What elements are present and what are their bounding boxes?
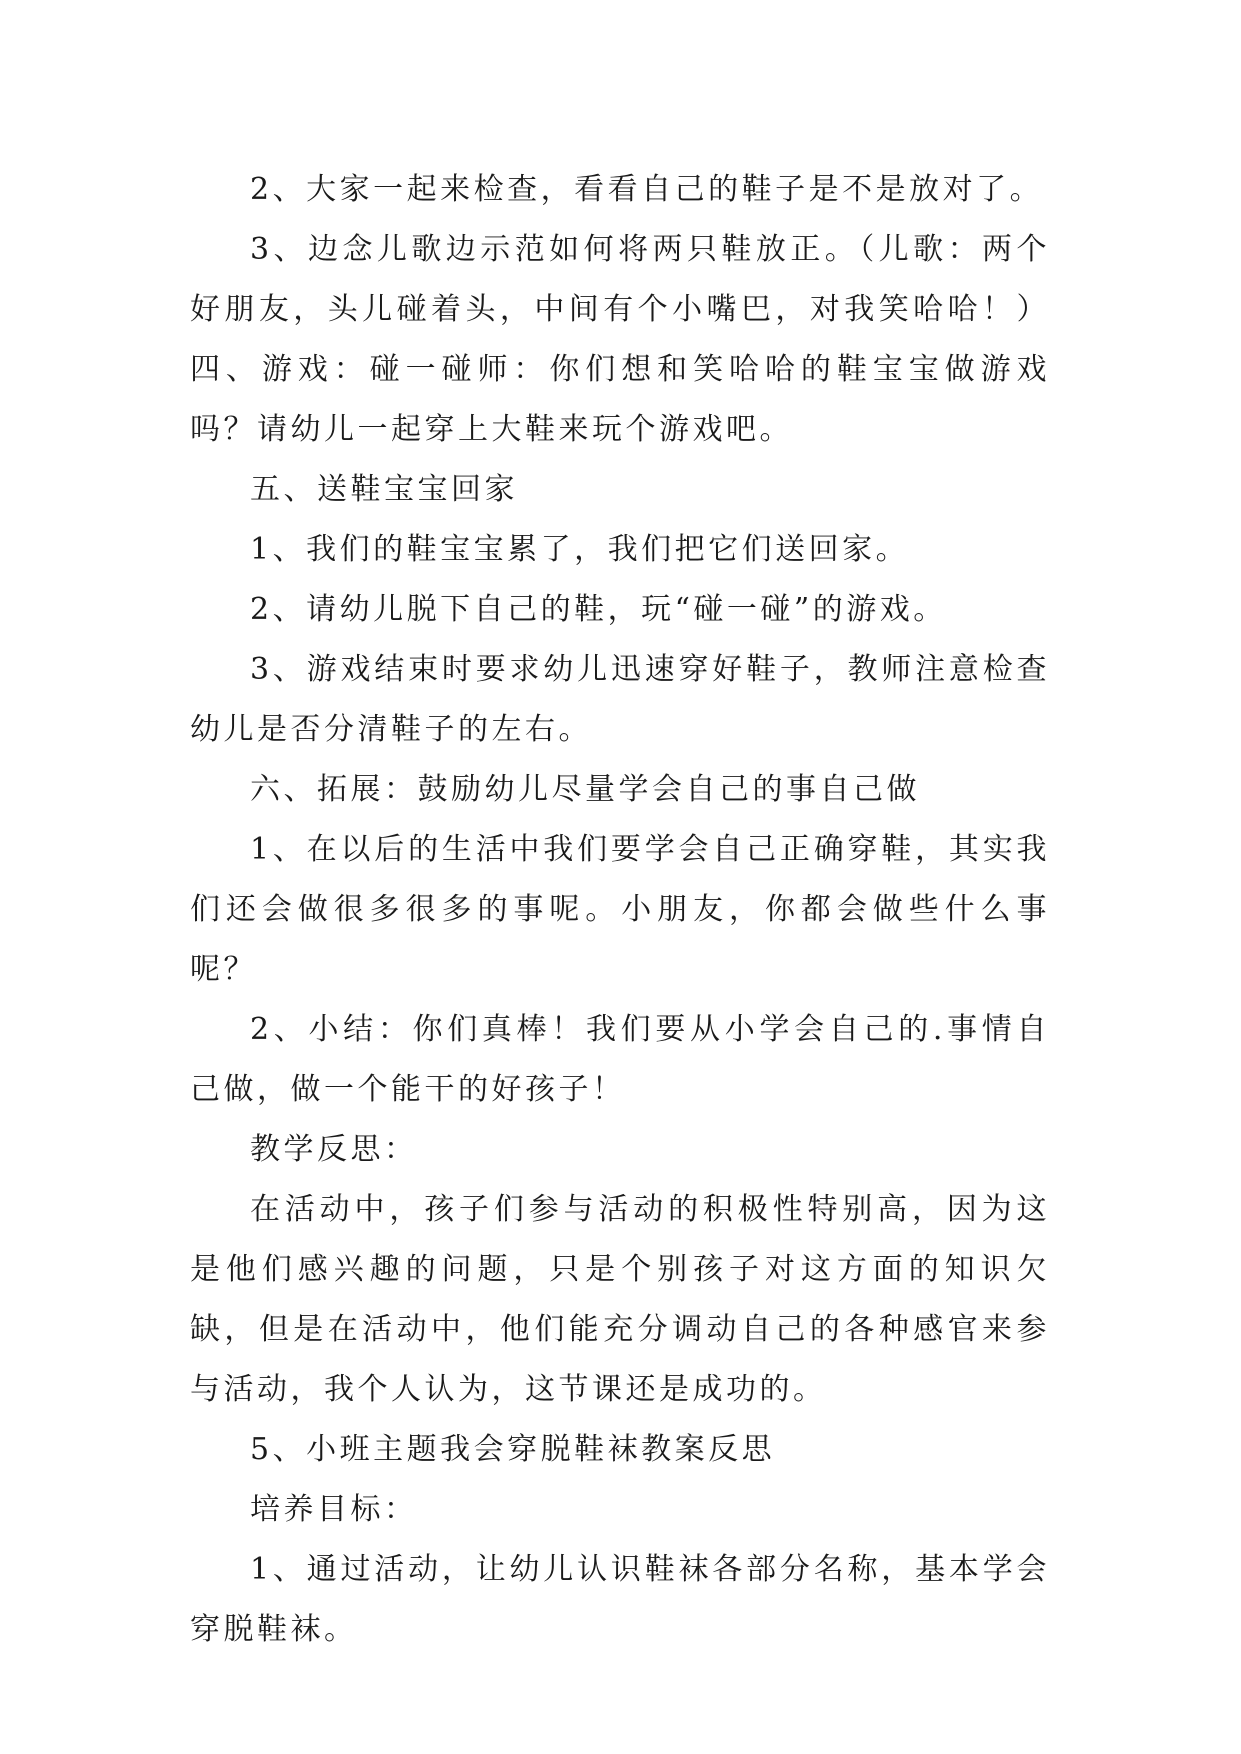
paragraph-learn-to-wear-shoes: 1、在以后的生活中我们要学会自己正确穿鞋，其实我们还会做很多很多的事呢。小朋友，你都会做些什么事呢？ [190, 832, 1050, 987]
document-body [190, 160, 1050, 1660]
section-heading-send-shoes-home: 五、送鞋宝宝回家 [250, 472, 518, 507]
paragraph-nursery-rhyme-game: 3、边念儿歌边示范如何将两只鞋放正。（儿歌：两个好朋友，头儿碰着头，中间有个小嘴巴，对我笑哈哈！）四、游戏：碰一碰师：你们想和笑哈哈的鞋宝宝做游戏吗？请幼儿一起穿上大鞋来玩个游戏吧。 [190, 232, 1050, 447]
paragraph-reflection: 在活动中，孩子们参与活动的积极性特别高，因为这是他们感兴趣的问题，只是个别孩子对这方面的知识欠缺，但是在活动中，他们能充分调动自己的各种感官来参与活动，我个人认为，这节课还是成功的。 [190, 1192, 1050, 1407]
section-heading-objectives: 培养目标： [250, 1492, 418, 1527]
paragraph-objective-1: 1、通过活动，让幼儿认识鞋袜各部分名称，基本学会穿脱鞋袜。 [190, 1552, 1050, 1647]
section-heading-teaching-reflection: 教学反思： [250, 1132, 418, 1167]
paragraph-check-shoes: 2、大家一起来检查，看看自己的鞋子是不是放对了。 [250, 172, 1044, 207]
paragraph-shoes-tired: 1、我们的鞋宝宝累了，我们把它们送回家。 [250, 532, 910, 567]
paragraph-put-on-shoes: 3、游戏结束时要求幼儿迅速穿好鞋子，教师注意检查幼儿是否分清鞋子的左右。 [190, 652, 1050, 747]
section-heading-extension: 六、拓展：鼓励幼儿尽量学会自己的事自己做 [250, 772, 920, 807]
paragraph-take-off-shoes: 2、请幼儿脱下自己的鞋，玩“碰一碰”的游戏。 [250, 592, 947, 627]
paragraph-summary: 2、小结：你们真棒！我们要从小学会自己的.事情自己做，做一个能干的好孩子！ [190, 1012, 1050, 1107]
lesson-title: 5、小班主题我会穿脱鞋袜教案反思 [250, 1432, 776, 1467]
